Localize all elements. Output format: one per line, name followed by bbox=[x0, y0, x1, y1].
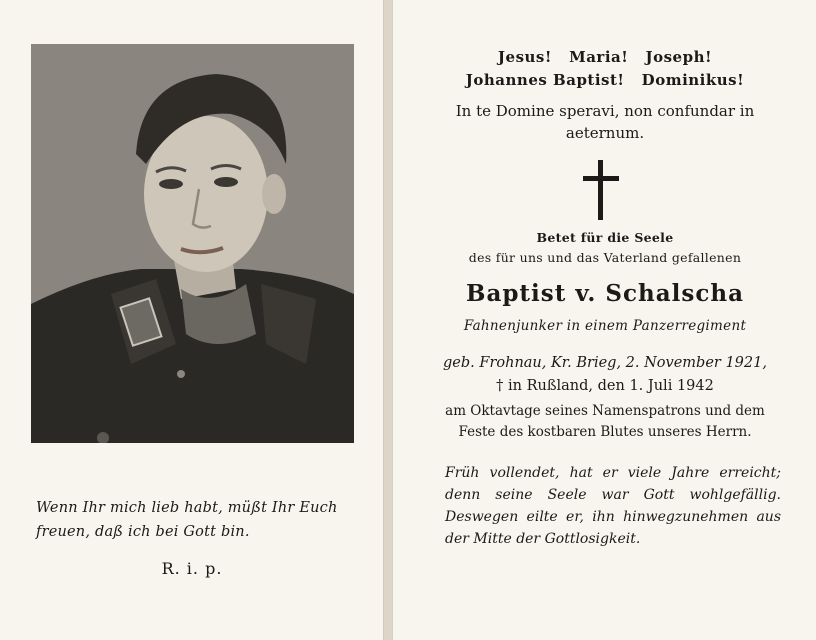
prayer-line-2: des für uns und das Vaterland gefallenen bbox=[468, 250, 742, 265]
birth-info: geb. Frohnau, Kr. Brieg, 2. November 1921, bbox=[443, 355, 767, 371]
closing-paragraph: Früh vollendet, hat er viele Jahre erreicht; denn seine Seele war Gott wohlgefällig. Deswegen eilte er, ihn hinwegzunehmen aus der Mitte der Gottlosigkeit. bbox=[445, 465, 781, 547]
invocation-line-2: Johannes Baptist! Dominikus! bbox=[465, 71, 745, 89]
feast-note: am Oktavtage seines Namenspatrons und dem Feste des kostbaren Blutes unseres Herrn. bbox=[445, 403, 765, 440]
deceased-name: Baptist v. Schalscha bbox=[466, 280, 744, 307]
portrait-illustration bbox=[31, 44, 354, 443]
prayer-line-1: Betet für die Seele bbox=[536, 230, 674, 245]
portrait-photo bbox=[31, 44, 354, 443]
memorial-verse: Wenn Ihr mich lieb habt, müßt Ihr Euch freuen, daß ich bei Gott bin. bbox=[36, 500, 338, 540]
cross-icon bbox=[583, 160, 619, 220]
invocation-line-1: Jesus! Maria! Joseph! bbox=[497, 48, 713, 66]
death-info: † in Rußland, den 1. Juli 1942 bbox=[496, 378, 714, 394]
card-fold bbox=[384, 0, 392, 640]
rip-text: R. i. p. bbox=[161, 559, 223, 578]
military-rank: Fahnenjunker in einem Panzerregiment bbox=[463, 318, 747, 334]
left-card bbox=[0, 0, 384, 640]
right-card bbox=[392, 0, 816, 640]
latin-motto: In te Domine speravi, non confundar in aeternum. bbox=[455, 102, 755, 142]
